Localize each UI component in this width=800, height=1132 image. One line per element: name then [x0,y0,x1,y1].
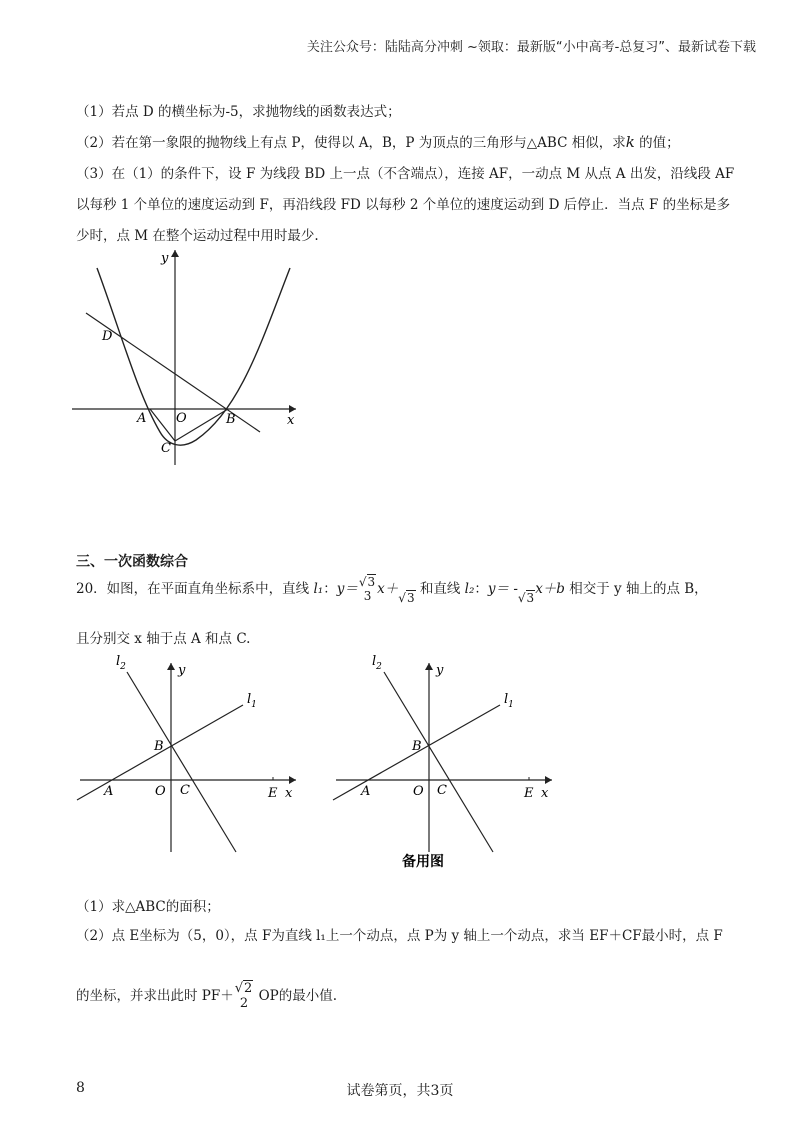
fig2-label-o: O [155,784,166,799]
q19-part3-line2: 以每秒 1 个单位的速度运动到 F，再沿线段 FD 以每秒 2 个单位的速度运动到 D 后停止．当点 F 的坐标是多 [76,197,731,213]
fig2-y-arrow [167,663,175,670]
q20-part2-line2-b: OP的最小值. [254,988,338,1004]
fig3-label-x: x [541,786,549,801]
q19-part2-k: k [625,133,635,151]
fig3-label-e: E [524,786,534,801]
page-info: 试卷第页，共3页 [346,1083,454,1099]
q19-part2 [76,131,680,151]
q20-y-eq: y＝ [336,581,358,597]
fig1-label-b: B [226,412,236,427]
q20-part2-line2-a: 的坐标，并求出此时 PF＋ [76,988,234,1004]
fig3-label-o: O [413,784,424,799]
figure-lines-spare [325,650,565,880]
q20-frac-sqrt2-over-2: √2 2 [234,981,253,1011]
fig2-label-y: y [178,663,186,678]
q20-sqrt3-l2: √3 [517,591,535,605]
q20-tail: 相交于 y 轴上的点 B， [564,581,708,597]
fig2-label-a: A [104,784,114,799]
q20-den3: 3 [363,588,372,603]
q20-den2: 2 [239,995,249,1011]
q20-part2-line1: （2）点 E坐标为（5，0），点 F为直线 l₁上一个动点，点 P为 y 轴上一个动点，求当 EF＋CF最小时，点 F [76,928,723,944]
fig2-label-c: C [180,783,190,798]
fig1-label-x: x [287,413,295,428]
fig2-label-e: E [268,786,278,801]
q19-part1: （1）若点 D 的横坐标为-5，求抛物线的函数表达式； [76,104,401,120]
fig1-label-d: D [102,329,113,344]
q19-part3-line3: 少时，点 M 在整个运动过程中用时最少. [76,228,319,244]
figure-lines-main [70,650,310,855]
q19-part3-line1: （3）在（1）的条件下，设 F 为线段 BD 上一点（不含端点），连接 AF，一动点 M 从点 A 出发，沿线段 AF [76,166,735,182]
fig1-label-o: O [176,411,187,426]
q20-y-eq2: y＝ - [487,581,518,597]
page-number: 8 [76,1080,85,1096]
q20-intro [76,574,708,604]
q20-line2: 且分别交 x 轴于点 A 和点 C. [76,631,251,647]
q20-colon2: ： [474,581,488,597]
q19-part2-text-a: （2）若在第一象限的抛物线上有点 P，使得以 A，B，P 为顶点的三角形与△ABC 相似，求 [76,135,626,151]
q20-sqrt3-l2-rad: 3 [526,591,535,605]
fig3-caption: 备用图 [402,854,444,870]
q20-sqrt2-num: 2 [244,981,253,997]
fig2-x-arrow [289,776,296,784]
fig2-label-l1: $l_1$ [247,692,257,710]
q20-intro-a: 20．如图，在平面直角坐标系中，直线 [76,581,314,597]
q20-sqrt3-num: 3 [367,575,376,590]
fig3-label-c: C [437,783,447,798]
fig3-y-arrow [425,663,433,670]
fig1-label-c: C [161,441,171,456]
fig3-label-y: y [436,663,444,678]
q20-l1: l₁ [313,581,324,597]
fig3-label-a: A [361,784,371,799]
q20-x-plus-b: x＋b [535,581,565,597]
q20-part1: （1）求△ABC的面积； [76,899,220,915]
figure-parabola [66,245,306,465]
q20-sqrt3-term: √3 [398,591,415,605]
fig1-y-arrow [171,250,179,257]
q20-sqrt3-term-rad: 3 [406,591,415,605]
fig2-label-b: B [154,739,164,754]
fig3-label-l1: $l_1$ [504,692,514,710]
header-promo: 关注公众号：陆陆高分冲刺 ~领取：最新版“小中高考-总复习”、最新试卷下载 [306,40,756,55]
q20-l2: l₂ [464,581,475,597]
fig3-x-arrow [545,776,552,784]
q20-frac-sqrt3-over-3: √3 3 [358,575,376,603]
q20-colon1: ： [323,581,337,597]
fig1-label-a: A [137,411,147,426]
fig2-label-x: x [285,786,293,801]
q20-part2-line2 [76,974,337,1018]
q20-mid: 和直线 [415,581,465,597]
fig1-x-arrow [289,405,296,413]
q20-x-plus: x＋ [377,581,399,597]
fig3-label-l2: $l_2$ [372,654,382,672]
fig1-label-y: y [161,251,169,266]
fig3-label-b: B [412,739,422,754]
fig2-label-l2: $l_2$ [116,654,126,672]
section-title: 三、一次函数综合 [76,554,188,570]
q19-part2-text-b: 的值； [634,135,680,151]
fig1-parabola-curve [97,268,290,445]
